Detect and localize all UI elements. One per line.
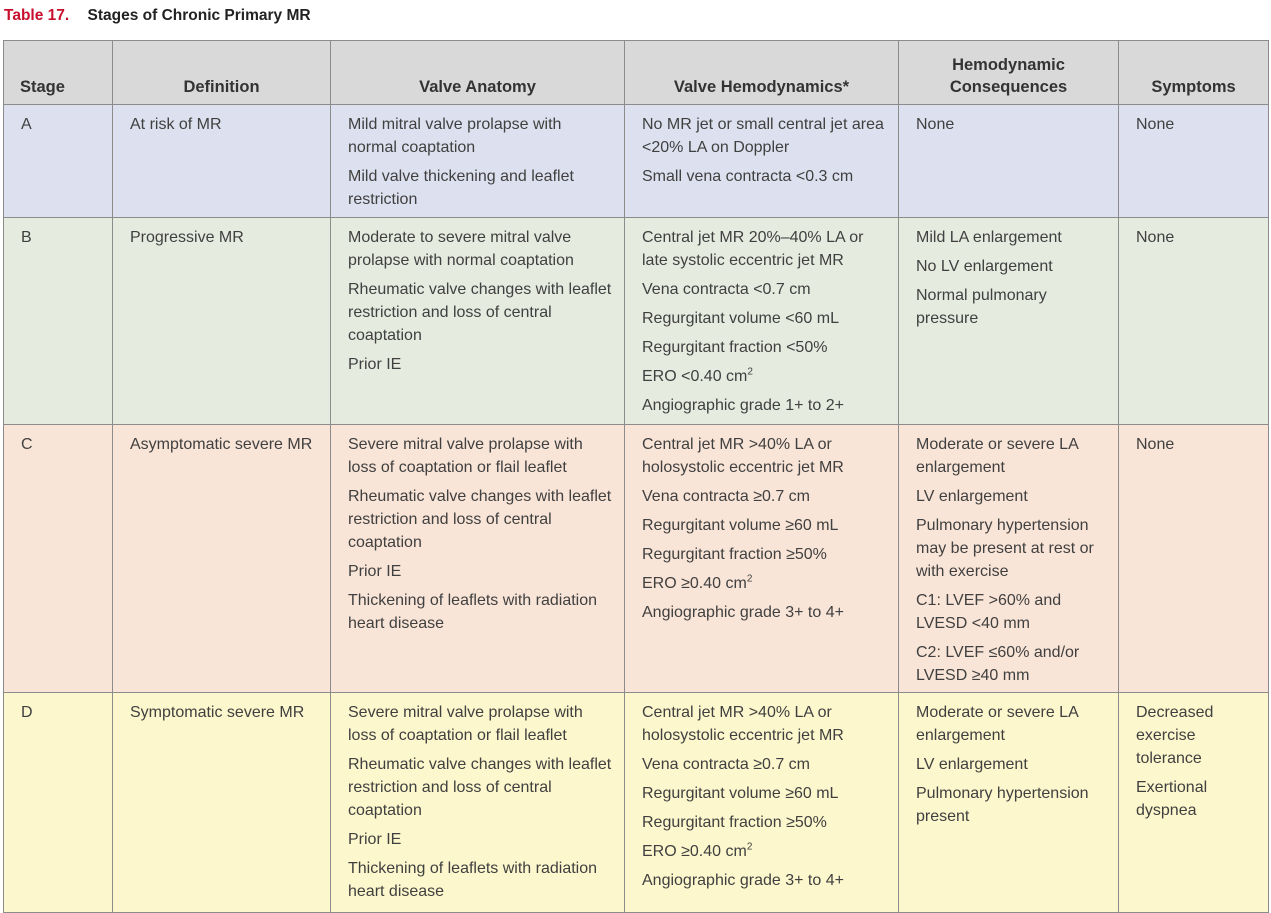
cell-line: Central jet MR 20%–40% LA or late systolic eccentric jet MR — [642, 229, 864, 269]
cell-line: Prior IE — [348, 563, 402, 580]
cell-line: Exertional dyspnea — [1136, 779, 1208, 819]
cell-line-ero — [642, 840, 888, 863]
cell-line: Small vena contracta <0.3 cm — [642, 168, 854, 185]
cell-line: Prior IE — [348, 831, 402, 848]
cell-line-ero — [642, 365, 888, 388]
superscript: 2 — [746, 573, 753, 585]
column-header-valve-anatomy: Valve Anatomy — [331, 41, 625, 105]
table-row-stage-a — [4, 105, 1269, 218]
cell-definition: Asymptomatic severe MR — [113, 425, 331, 693]
cell-line: Angiographic grade 3+ to 4+ — [642, 872, 844, 889]
cell-line: Vena contracta ≥0.7 cm — [642, 756, 810, 773]
cell-line: Vena contracta ≥0.7 cm — [642, 488, 810, 505]
ero-text: ERO ≥0.40 cm — [642, 575, 747, 592]
cell-line: Severe mitral valve prolapse with loss of coaptation or flail leaflet — [348, 436, 583, 476]
column-header-hemodynamic-consequences — [899, 41, 1119, 105]
cell-stage: C — [4, 425, 113, 693]
cell-stage: B — [4, 218, 113, 425]
cell-line: Angiographic grade 1+ to 2+ — [642, 397, 844, 414]
cell-line: Regurgitant fraction ≥50% — [642, 814, 827, 831]
ero-text: ERO ≥0.40 cm — [642, 843, 747, 860]
cell-symptoms — [1119, 218, 1269, 425]
cell-hemodynamic-consequences — [899, 693, 1119, 913]
cell-line: Mild mitral valve prolapse with normal coaptation — [348, 116, 562, 156]
cell-line: Normal pulmonary pressure — [916, 287, 1047, 327]
cell-line: Regurgitant volume ≥60 mL — [642, 517, 839, 534]
cell-line: Moderate to severe mitral valve prolapse with normal coaptation — [348, 229, 574, 269]
cell-definition: At risk of MR — [113, 105, 331, 218]
cell-line: Central jet MR >40% LA or holosystolic eccentric jet MR — [642, 436, 844, 476]
cell-line: Mild valve thickening and leaflet restriction — [348, 168, 574, 208]
cell-line: None — [916, 116, 955, 133]
column-header-stage: Stage — [4, 41, 113, 105]
column-header-consequences-line-1: Hemodynamic — [952, 56, 1065, 74]
cell-valve-hemodynamics — [625, 105, 899, 218]
table-number: Table 17. — [4, 7, 70, 24]
cell-definition: Symptomatic severe MR — [113, 693, 331, 913]
cell-valve-anatomy — [331, 218, 625, 425]
header-row — [4, 41, 1269, 105]
cell-line: Moderate or severe LA enlargement — [916, 436, 1078, 476]
cell-line: None — [1136, 116, 1175, 133]
cell-line: LV enlargement — [916, 756, 1028, 773]
cell-line: Regurgitant volume ≥60 mL — [642, 785, 839, 802]
cell-stage: D — [4, 693, 113, 913]
ero-text: ERO <0.40 cm — [642, 368, 748, 385]
cell-line: Mild LA enlargement — [916, 229, 1062, 246]
superscript: 2 — [747, 366, 753, 378]
cell-line: Regurgitant fraction <50% — [642, 339, 828, 356]
table-caption — [4, 7, 311, 25]
cell-line: None — [1136, 229, 1175, 246]
cell-line: C2: LVEF ≤60% and/or LVESD ≥40 mm — [916, 644, 1080, 684]
cell-line-ero — [642, 572, 888, 595]
cell-line: Angiographic grade 3+ to 4+ — [642, 604, 844, 621]
cell-valve-hemodynamics — [625, 218, 899, 425]
cell-line: LV enlargement — [916, 488, 1028, 505]
cell-line: Thickening of leaflets with radiation heart disease — [348, 860, 598, 900]
cell-stage: A — [4, 105, 113, 218]
cell-line: Central jet MR >40% LA or holosystolic eccentric jet MR — [642, 704, 844, 744]
cell-line: Pulmonary hypertension present — [916, 785, 1089, 825]
cell-line: Rheumatic valve changes with leaflet restriction and loss of central coaptation — [348, 488, 612, 551]
cell-line: Severe mitral valve prolapse with loss of coaptation or flail leaflet — [348, 704, 583, 744]
cell-valve-hemodynamics — [625, 425, 899, 693]
mr-stages-table — [3, 40, 1269, 913]
cell-line: C1: LVEF >60% and LVESD <40 mm — [916, 592, 1062, 632]
superscript: 2 — [746, 841, 753, 853]
cell-line: Decreased exercise tolerance — [1136, 704, 1214, 767]
cell-symptoms — [1119, 105, 1269, 218]
column-header-valve-hemodynamics: Valve Hemodynamics* — [625, 41, 899, 105]
cell-valve-anatomy — [331, 425, 625, 693]
cell-definition: Progressive MR — [113, 218, 331, 425]
cell-hemodynamic-consequences — [899, 425, 1119, 693]
cell-line: Regurgitant volume <60 mL — [642, 310, 839, 327]
column-header-definition: Definition — [113, 41, 331, 105]
cell-valve-hemodynamics — [625, 693, 899, 913]
cell-line: Pulmonary hypertension may be present at rest or with exercise — [916, 517, 1094, 580]
cell-line: Rheumatic valve changes with leaflet restriction and loss of central coaptation — [348, 281, 612, 344]
cell-line: Moderate or severe LA enlargement — [916, 704, 1078, 744]
cell-hemodynamic-consequences — [899, 105, 1119, 218]
cell-line: None — [1136, 436, 1175, 453]
column-header-symptoms: Symptoms — [1119, 41, 1269, 105]
cell-line: No MR jet or small central jet area <20% LA on Doppler — [642, 116, 884, 156]
cell-symptoms — [1119, 693, 1269, 913]
cell-line: Rheumatic valve changes with leaflet restriction and loss of central coaptation — [348, 756, 612, 819]
cell-line: Regurgitant fraction ≥50% — [642, 546, 827, 563]
table-row-stage-b — [4, 218, 1269, 425]
table-row-stage-d — [4, 693, 1269, 913]
cell-line: Prior IE — [348, 356, 402, 373]
table-title: Stages of Chronic Primary MR — [87, 7, 311, 24]
cell-valve-anatomy — [331, 105, 625, 218]
cell-valve-anatomy — [331, 693, 625, 913]
cell-line: Thickening of leaflets with radiation heart disease — [348, 592, 598, 632]
cell-line: Vena contracta <0.7 cm — [642, 281, 811, 298]
table-row-stage-c — [4, 425, 1269, 693]
column-header-consequences-line-2: Consequences — [949, 78, 1068, 96]
cell-line: No LV enlargement — [916, 258, 1053, 275]
cell-symptoms — [1119, 425, 1269, 693]
cell-hemodynamic-consequences — [899, 218, 1119, 425]
